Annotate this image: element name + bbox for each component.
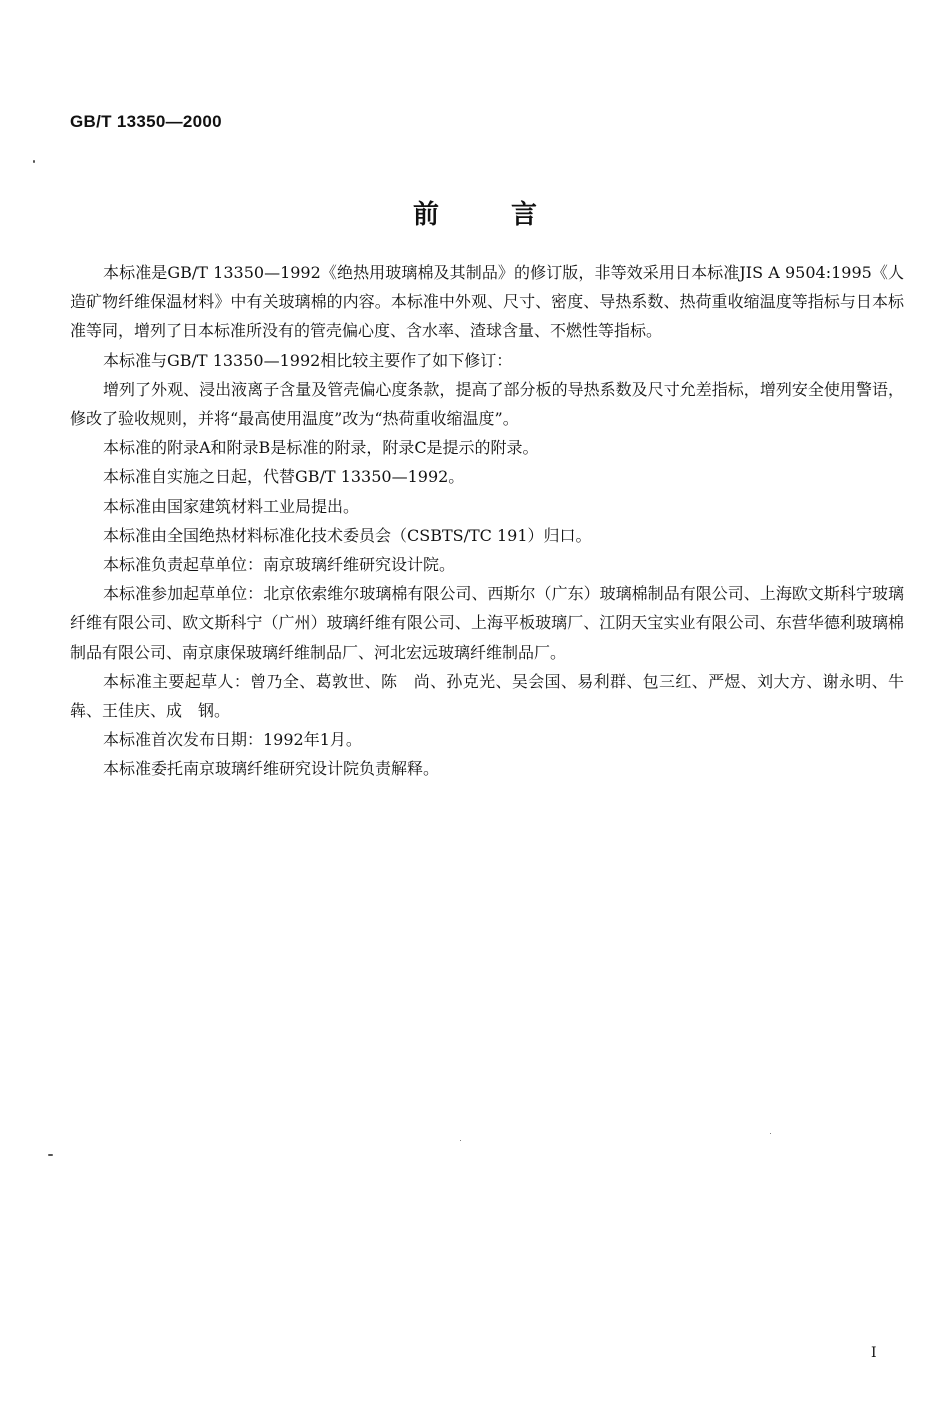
scan-speck [770, 1133, 771, 1134]
paragraph-interpretation: 本标准委托南京玻璃纤维研究设计院负责解释。 [103, 759, 440, 779]
paragraph-appendices: 本标准的附录A和附录B是标准的附录，附录C是提示的附录。 [103, 438, 539, 458]
paragraph-drafting-unit: 本标准负责起草单位：南京玻璃纤维研究设计院。 [103, 555, 456, 575]
standard-code: GB/T 13350—2000 [70, 112, 222, 131]
paragraph-first-issue: 本标准首次发布日期：1992年1月。 [103, 730, 362, 750]
paragraph-replaces: 本标准自实施之日起，代替GB/T 13350—1992。 [103, 467, 465, 487]
page-title: 前言 [412, 200, 609, 230]
scan-speck [33, 160, 35, 163]
paragraph-participating-units: 本标准参加起草单位：北京依索维尔玻璃棉有限公司、西斯尔（广东）玻璃棉制品有限公司、上海欧文斯科宁玻璃纤维有限公司、欧文斯科宁（广州）玻璃纤维有限公司、上海平板玻璃厂、江阴天宝实业有限公司、东营华德利玻璃棉制品有限公司、南京康保玻璃纤维制品厂、河北宏远玻璃纤维制品厂。 [70, 584, 904, 662]
scan-speck [48, 1154, 53, 1156]
paragraph-proposed-by: 本标准由国家建筑材料工业局提出。 [103, 496, 360, 516]
foreword-body [70, 258, 904, 784]
paragraph-drafters: 本标准主要起草人：曾乃全、葛敦世、陈 尚、孙克光、吴会国、易利群、包三红、严煜、刘大方、谢永明、牛犇、王佳庆、成 钢。 [70, 671, 904, 721]
paragraph-comparison: 本标准与GB/T 13350—1992相比较主要作了如下修订： [103, 350, 513, 370]
page-number: I [871, 1345, 877, 1361]
paragraph-centralized-by: 本标准由全国绝热材料标准化技术委员会（CSBTS/TC 191）归口。 [103, 525, 592, 545]
scan-speck [460, 1140, 461, 1141]
paragraph-intro: 本标准是GB/T 13350—1992《绝热用玻璃棉及其制品》的修订版，非等效采用日本标准JIS A 9504:1995《人造矿物纤维保温材料》中有关玻璃棉的内容。本标准中外观、尺寸、密度、导热系数、热荷重收缩温度等指标与日本标准等同，增列了日本标准所没有的管壳偏心度、含水率、渣球含量、不燃性等指标。 [70, 263, 904, 341]
paragraph-revisions: 增列了外观、浸出液离子含量及管壳偏心度条款，提高了部分板的导热系数及尺寸允差指标，增列安全使用警语，修改了验收规则，并将“最高使用温度”改为“热荷重收缩温度”。 [70, 379, 904, 429]
